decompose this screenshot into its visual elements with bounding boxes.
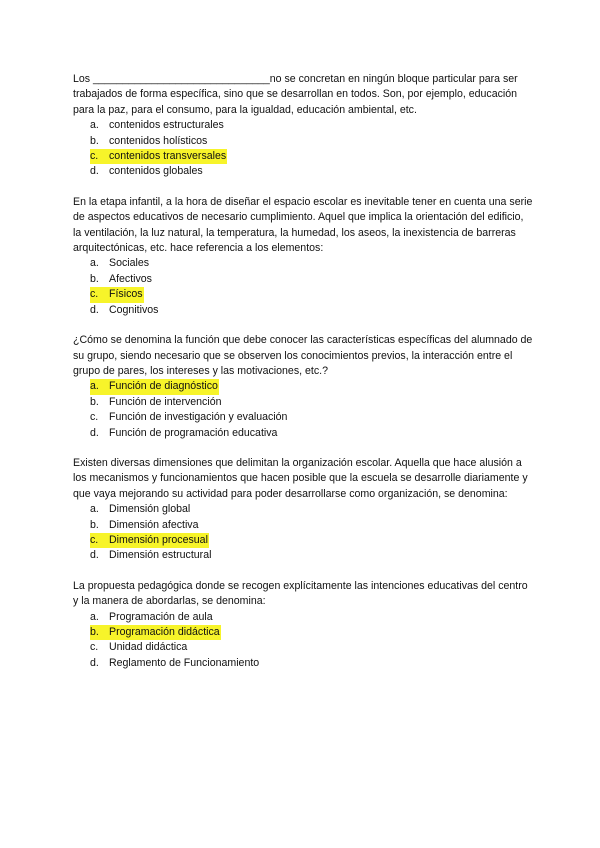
option-a xyxy=(90,610,533,625)
option-list xyxy=(73,502,533,564)
option-letter: a. xyxy=(90,503,99,516)
option-label: Reglamento de Funcionamiento xyxy=(109,656,260,669)
option-c xyxy=(90,533,533,548)
option-b xyxy=(90,395,533,410)
option-a xyxy=(90,379,533,394)
option-c xyxy=(90,410,533,425)
option-c xyxy=(90,640,533,655)
option-letter: b. xyxy=(90,134,99,147)
option-list xyxy=(73,118,533,180)
option-letter: d. xyxy=(90,426,99,439)
option-label: Afectivos xyxy=(109,272,152,285)
option-letter: d. xyxy=(90,165,99,178)
option-label: contenidos transversales xyxy=(109,150,227,163)
option-d xyxy=(90,164,533,179)
option-d xyxy=(90,303,533,318)
option-label: Función de diagnóstico xyxy=(109,380,218,393)
option-label: Cognitivos xyxy=(109,303,159,316)
question-text: ¿Cómo se denomina la función que debe conocer las características específicas del alumnado de su grupo, siendo necesario que se observen los conocimientos previos, la interacción entre el grupo de pares, los intereses y las motivaciones, etc.? xyxy=(73,334,533,377)
option-label: Dimensión global xyxy=(109,503,191,516)
option-label: Físicos xyxy=(109,288,143,301)
question-3 xyxy=(73,333,533,441)
highlighted-answer xyxy=(90,379,219,394)
option-label: Función de investigación y evaluación xyxy=(109,411,288,424)
option-letter: d. xyxy=(90,303,99,316)
option-c xyxy=(90,149,533,164)
highlighted-answer xyxy=(90,533,209,548)
option-b xyxy=(90,625,533,640)
option-letter: d. xyxy=(90,549,99,562)
question-4 xyxy=(73,456,533,564)
option-a xyxy=(90,118,533,133)
option-letter: c. xyxy=(90,150,99,163)
option-letter: c. xyxy=(90,411,99,424)
document-page xyxy=(73,72,533,686)
option-label: Programación de aula xyxy=(109,610,213,623)
option-label: Función de programación educativa xyxy=(109,426,278,439)
option-a xyxy=(90,256,533,271)
option-d xyxy=(90,548,533,563)
option-c xyxy=(90,287,533,302)
option-letter: b. xyxy=(90,272,99,285)
option-label: contenidos estructurales xyxy=(109,119,224,132)
option-label: Dimensión estructural xyxy=(109,549,212,562)
option-label: contenidos holísticos xyxy=(109,134,208,147)
highlighted-answer xyxy=(90,287,144,302)
option-label: Función de intervención xyxy=(109,395,222,408)
option-letter: b. xyxy=(90,518,99,531)
option-d xyxy=(90,656,533,671)
option-b xyxy=(90,272,533,287)
option-letter: a. xyxy=(90,257,99,270)
question-text: Los ______________________________no se concretan en ningún bloque particular para ser trabajados de forma específica, sino que se desarrollan en todos. Son, por ejemplo, educación para la paz, para el consumo, para la igualdad, educación ambiental, etc. xyxy=(73,73,518,116)
question-text: En la etapa infantil, a la hora de diseñar el espacio escolar es inevitable tener en cuenta una serie de aspectos educativos de necesario cumplimiento. Aquel que implica la orientación del edificio, la ventilación, la luz natural, la temperatura, la humedad, los aseos, la inexistencia de barreras arquitectónicas, etc. hace referencia a los elementos: xyxy=(73,195,533,255)
highlighted-answer xyxy=(90,149,227,164)
option-b xyxy=(90,134,533,149)
option-list xyxy=(73,379,533,441)
option-label: Sociales xyxy=(109,257,150,270)
option-list xyxy=(73,256,533,318)
option-letter: c. xyxy=(90,533,99,546)
highlighted-answer xyxy=(90,625,221,640)
option-letter: b. xyxy=(90,626,99,638)
option-label: Dimensión afectiva xyxy=(109,518,199,531)
option-label: contenidos globales xyxy=(109,165,203,178)
option-letter: c. xyxy=(90,641,99,654)
option-list xyxy=(73,610,533,672)
option-letter: c. xyxy=(90,288,99,301)
question-text: La propuesta pedagógica donde se recogen explícitamente las intenciones educativas del centro y la manera de abordarlas, se denomina: xyxy=(73,579,528,608)
option-letter: b. xyxy=(90,395,99,408)
option-letter: d. xyxy=(90,656,99,669)
question-5 xyxy=(73,579,533,671)
option-letter: a. xyxy=(90,610,99,623)
option-label: Unidad didáctica xyxy=(109,641,188,654)
question-2 xyxy=(73,195,533,318)
option-b xyxy=(90,518,533,533)
option-letter: a. xyxy=(90,119,99,132)
option-label: Programación didáctica xyxy=(109,626,220,638)
question-1 xyxy=(73,72,533,180)
option-a xyxy=(90,502,533,517)
option-d xyxy=(90,426,533,441)
option-letter: a. xyxy=(90,380,99,393)
question-text: Existen diversas dimensiones que delimitan la organización escolar. Aquella que hace alusión a los mecanismos y funcionamientos que hacen posible que la escuela se desarrolle diariamente y que vaya mejorando su actividad para poder desarrollarse como organización, se denomina: xyxy=(73,456,528,500)
option-label: Dimensión procesual xyxy=(109,533,208,546)
